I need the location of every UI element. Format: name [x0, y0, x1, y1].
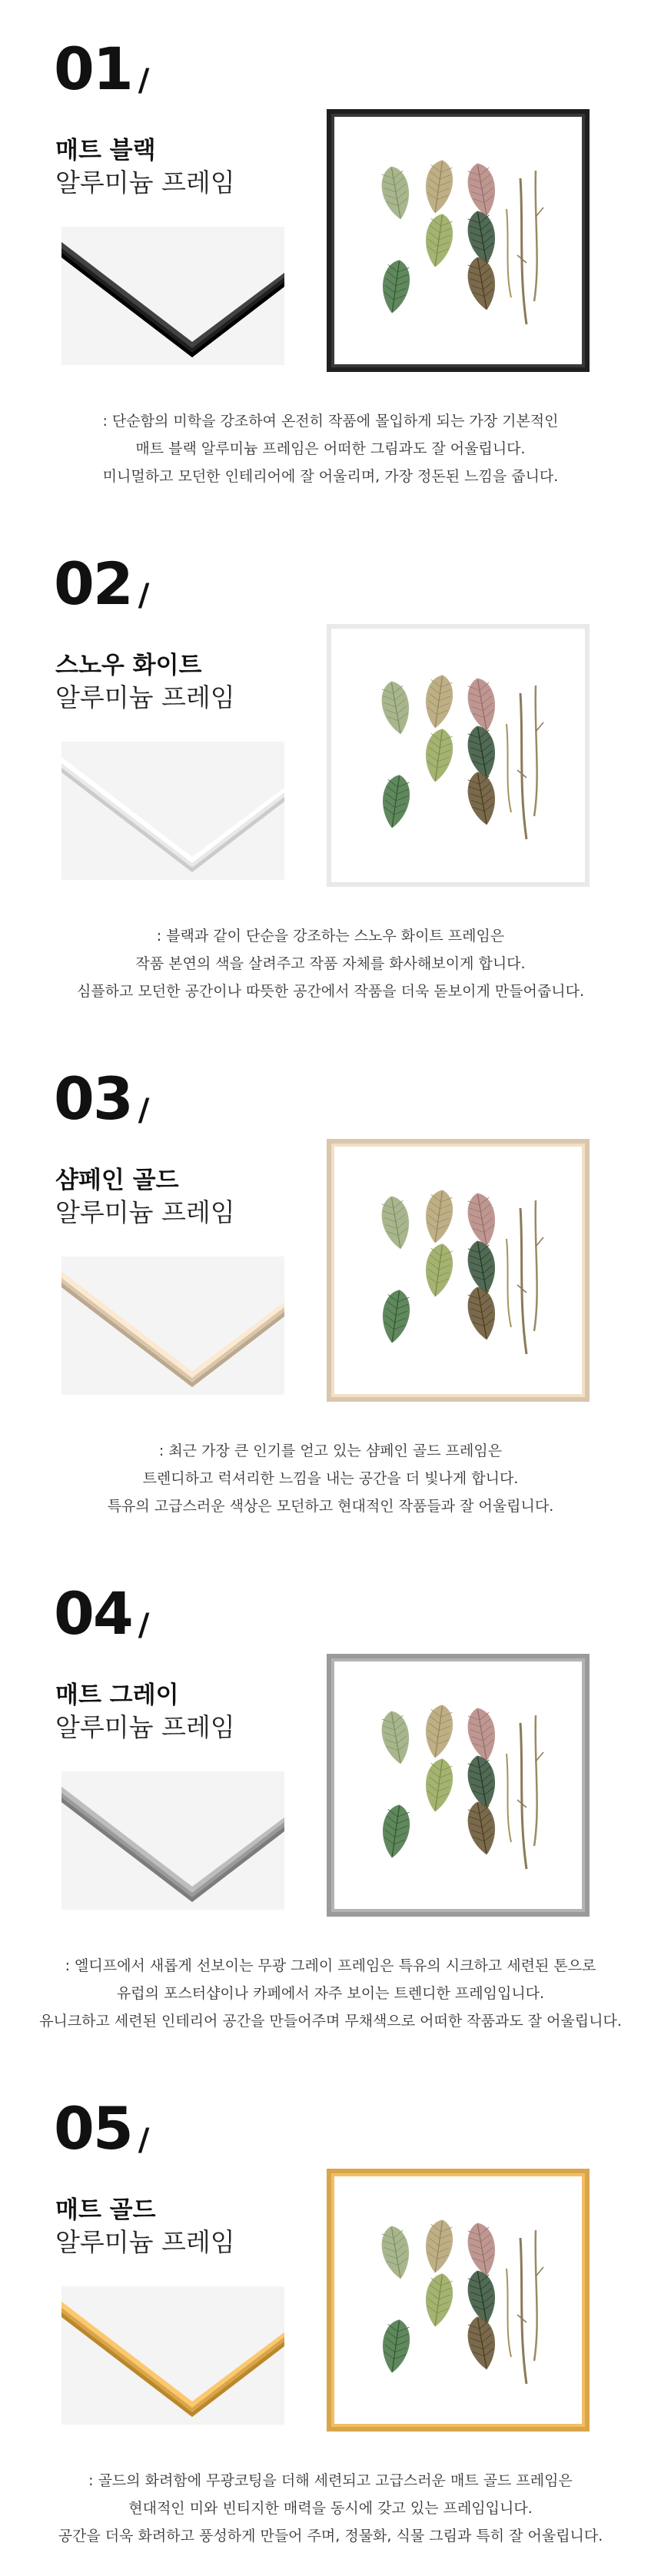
section-number: 05 /: [54, 2094, 148, 2163]
description-line: 미니멀하고 모던한 인테리어에 잘 어울리며, 가장 정돈된 느낌을 줍니다.: [102, 468, 559, 485]
frame-subtitle: 알루미늄 프레임: [55, 2227, 235, 2257]
framed-artwork-preview: [327, 2169, 590, 2432]
framed-artwork-preview: [327, 1654, 590, 1917]
frame-name: 매트 그레이: [55, 1681, 179, 1709]
framed-artwork-preview: [327, 109, 590, 372]
frame-name: 스노우 화이트: [55, 652, 202, 679]
frame-corner-swatch: [61, 227, 284, 365]
frame-name: 샴페인 골드: [55, 1167, 179, 1194]
frame-description: [0, 2467, 661, 2550]
frame-corner-swatch: [61, 742, 284, 880]
description-line: : 최근 가장 큰 인기를 얻고 있는 샴페인 골드 프레임은: [158, 1442, 503, 1459]
description-line: 공간을 더욱 화려하고 풍성하게 만들어 주며, 정물화, 식물 그림과 특히 잘 어울립니다.: [58, 2528, 603, 2544]
description-line: 트렌디하고 럭셔리한 느낌을 내는 공간을 더 빛나게 합니다.: [142, 1470, 519, 1487]
description-line: : 블랙과 같이 단순을 강조하는 스노우 화이트 프레임은: [156, 928, 505, 944]
frame-section-03: [0, 1030, 661, 1545]
frame-subtitle: 알루미늄 프레임: [55, 682, 235, 712]
frame-section-04: [0, 1545, 661, 2060]
framed-artwork-preview: [327, 624, 590, 887]
frame-corner-swatch: [61, 1771, 284, 1910]
section-number: 01 /: [54, 35, 148, 103]
description-line: 특유의 고급스러운 색상은 모던하고 현대적인 작품들과 잘 어울립니다.: [107, 1498, 554, 1515]
frame-description: [0, 922, 661, 1005]
section-number: 03 /: [54, 1064, 148, 1133]
description-line: : 골드의 화려함에 무광코팅을 더해 세련되고 고급스러운 매트 골드 프레임은: [88, 2472, 573, 2489]
description-line: 매트 블랙 알루미늄 프레임은 어떠한 그림과도 잘 어울립니다.: [135, 440, 526, 457]
description-line: 유럽의 포스터샵이나 카페에서 자주 보이는 트렌디한 프레임입니다.: [116, 1985, 545, 2002]
description-line: 작품 본연의 색을 살려주고 작품 자체를 화사해보이게 합니다.: [135, 955, 526, 972]
frame-subtitle: 알루미늄 프레임: [55, 168, 235, 198]
frame-corner-swatch: [61, 2286, 284, 2425]
frame-section-01: [0, 0, 661, 515]
description-line: : 단순함의 미학을 강조하여 온전히 작품에 몰입하게 되는 가장 기본적인: [102, 413, 559, 430]
frame-description: [0, 1952, 661, 2035]
frame-corner-swatch: [61, 1256, 284, 1395]
description-line: : 엘디프에서 새롭게 선보이는 무광 그레이 프레임은 특유의 시크하고 세련된 톤으로: [65, 1957, 596, 1974]
frame-section-05: [0, 2060, 661, 2574]
description-line: 현대적인 미와 빈티지한 매력을 동시에 갖고 있는 프레임입니다.: [128, 2500, 533, 2517]
frame-subtitle: 알루미늄 프레임: [55, 1712, 235, 1742]
section-number: 04 /: [54, 1579, 148, 1648]
frame-name: 매트 블랙: [55, 137, 156, 164]
frame-section-02: [0, 515, 661, 1030]
frame-description: [0, 1437, 661, 1520]
frame-subtitle: 알루미늄 프레임: [55, 1197, 235, 1227]
description-line: 유니크하고 세련된 인테리어 공간을 만들어주며 무채색으로 어떠한 작품과도 잘 어울립니다.: [39, 2013, 622, 2030]
description-line: 심플하고 모던한 공간이나 따뜻한 공간에서 작품을 더욱 돋보이게 만들어줍니다.: [76, 983, 585, 1000]
frame-name: 매트 골드: [55, 2196, 156, 2224]
framed-artwork-preview: [327, 1139, 590, 1402]
section-number: 02 /: [54, 549, 148, 618]
frame-description: [0, 407, 661, 490]
